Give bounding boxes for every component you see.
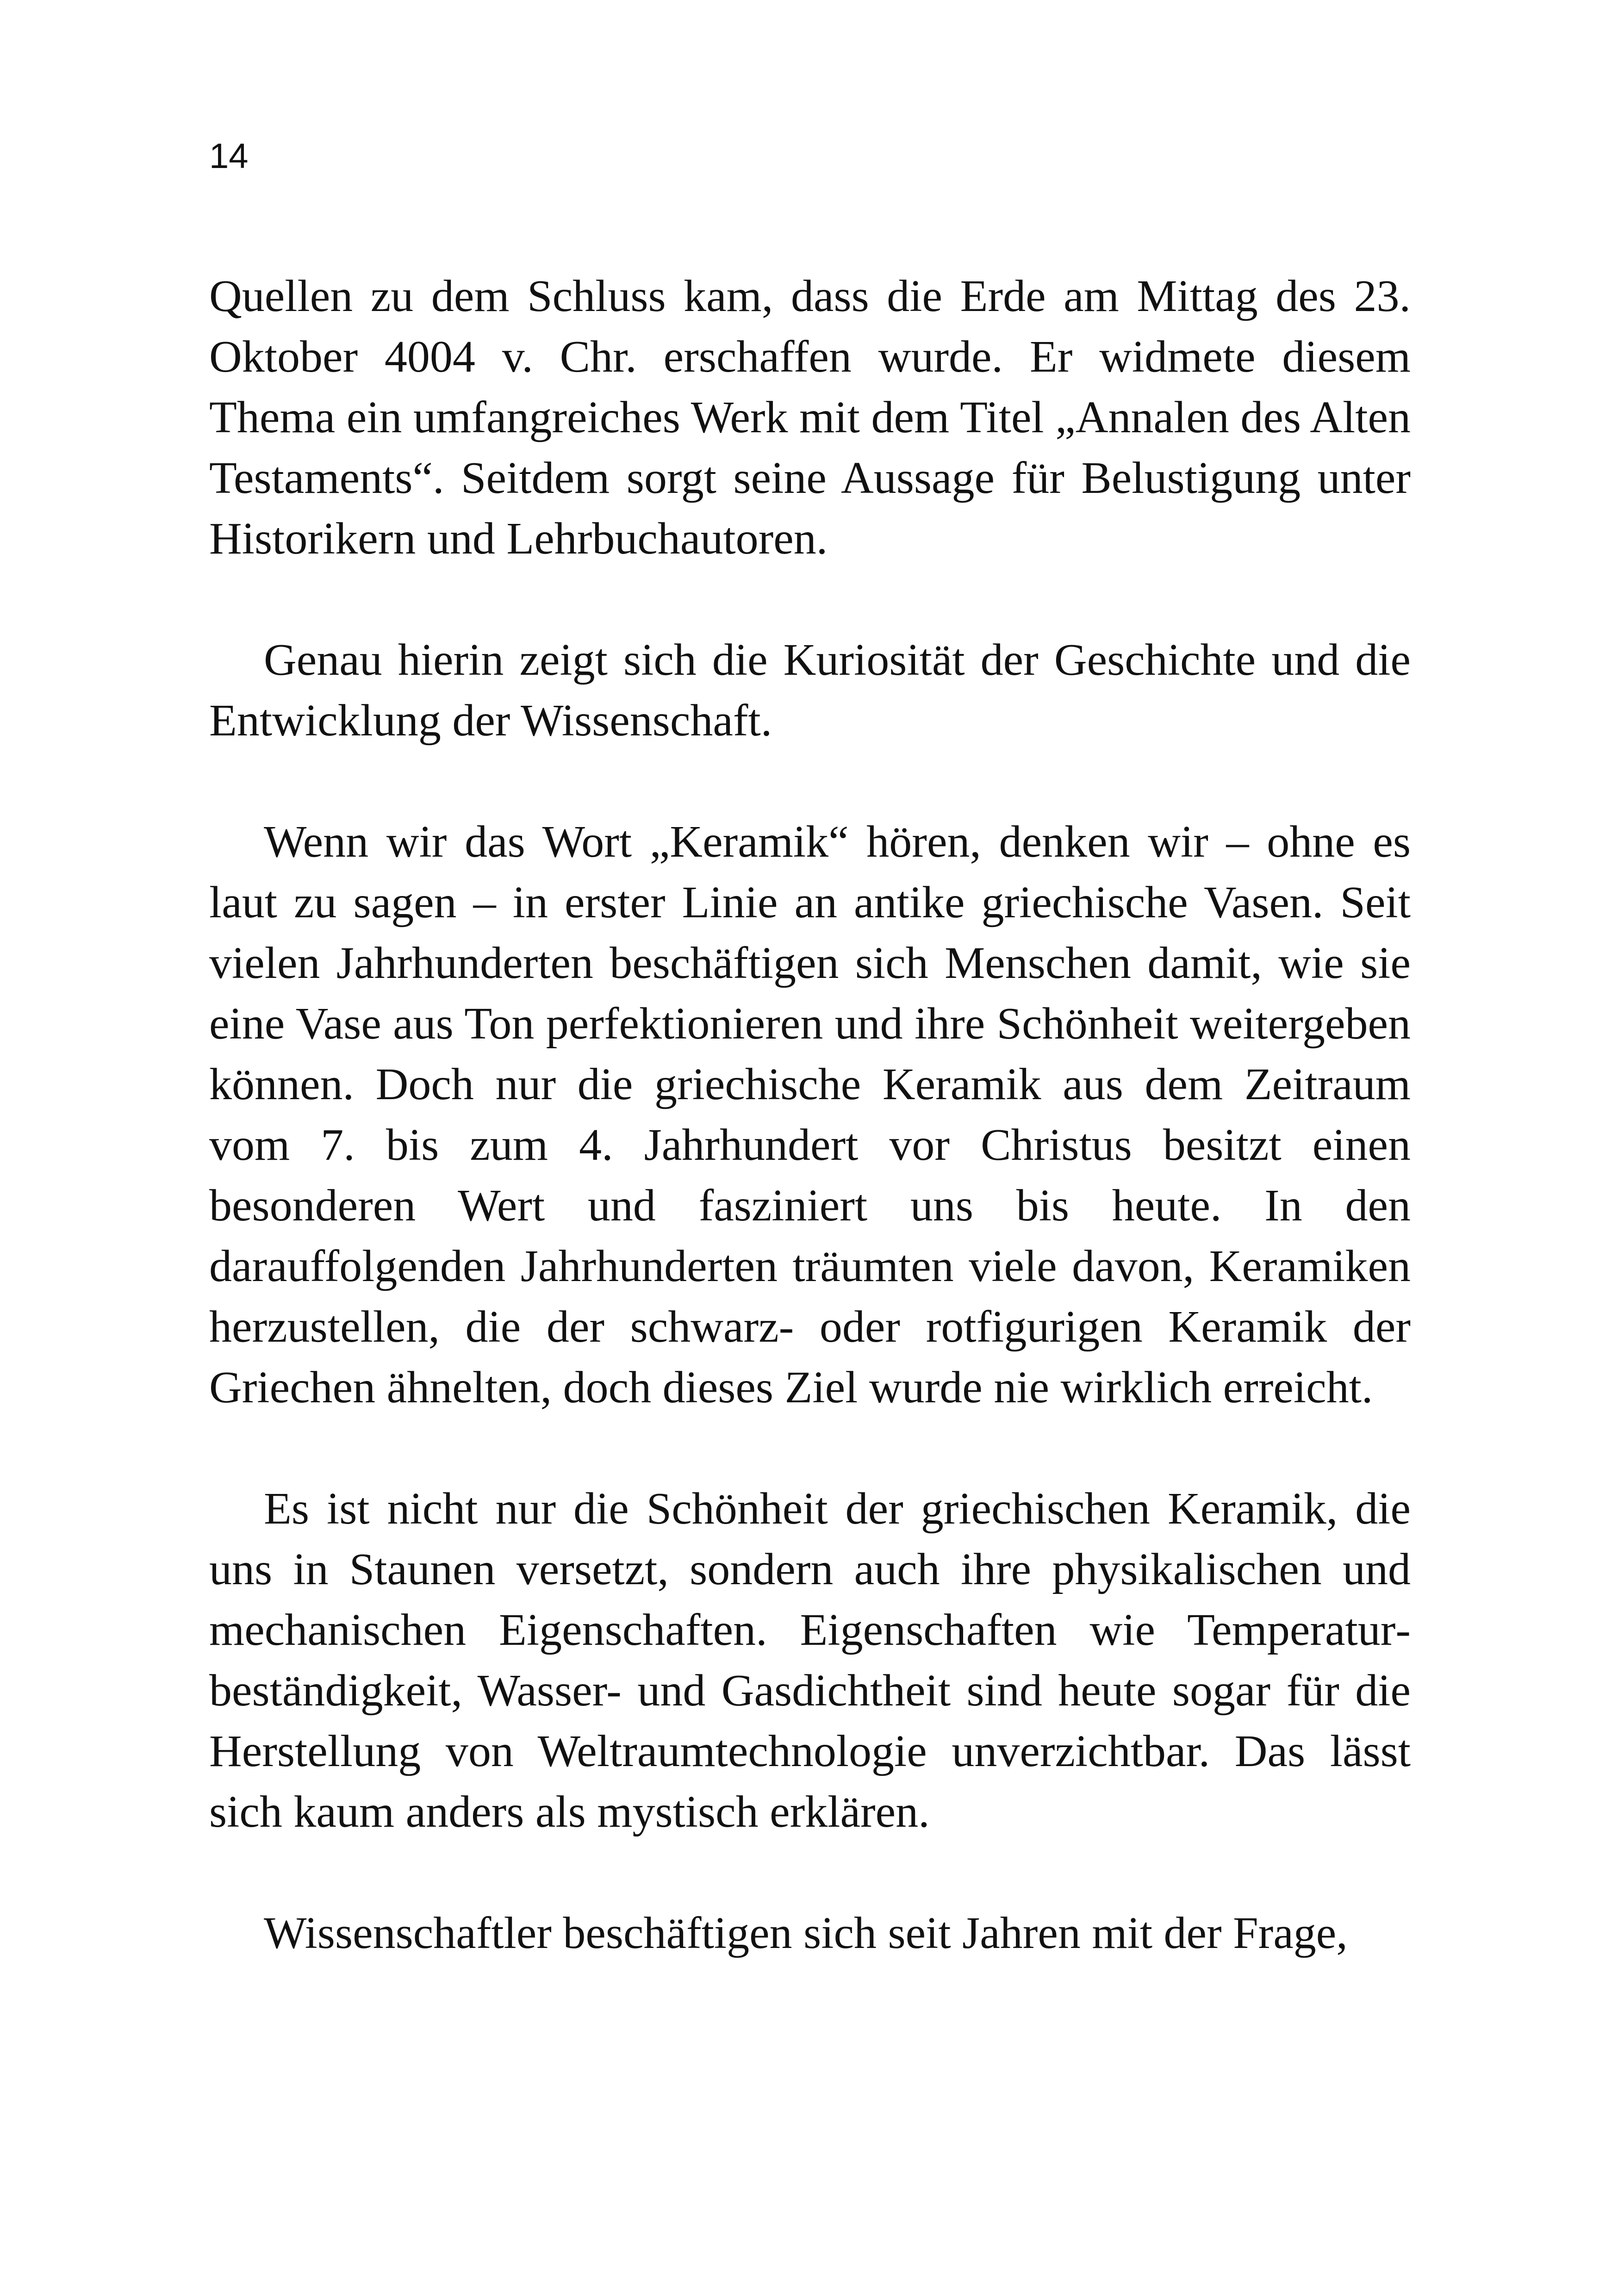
body-text <box>209 266 1411 2024</box>
paragraph-keramik: Wenn wir das Wort „Keramik“ hören, denken wir – ohne es laut zu sagen – in erster Linie an antike griechische Vasen. Seit vielen Jahrhunderten beschäftigen sich Menschen damit, wie sie eine Vase aus Ton perfektionieren und ihre Schönheit weitergeben können. Doch nur die griechische Keramik aus dem Zeitraum vom 7. bis zum 4. Jahrhundert vor Christus besitzt einen besonderen Wert und fasziniert uns bis heute. In den darauffolgenden Jahrhunderten träumten viele davon, Keramiken herzustellen, die der schwarz- oder rotfigurigen Keramik der Griechen ähnelten, doch dieses Ziel wurde nie wirklich erreicht. <box>209 817 1411 1412</box>
paragraph-kuriositaet: Genau hierin zeigt sich die Kuriosität der Geschichte und die Entwicklung der Wissenschaft. <box>209 635 1411 746</box>
paragraph-continued: Quellen zu dem Schluss kam, dass die Erde am Mittag des 23. Oktober 4004 v. Chr. erschaffen wurde. Er widmete diesem Thema ein umfangreiches Werk mit dem Titel „Annalen des Alten Testaments“. Seitdem sorgt seine Aussage für Belustigung unter Historikern und Lehrbuchautoren. <box>209 271 1411 564</box>
paragraph-wissenschaftler: Wissenschaftler beschäftigen sich seit Jahren mit der Frage, <box>264 1908 1348 1958</box>
page-number: 14 <box>209 137 249 176</box>
paragraph-eigenschaften: Es ist nicht nur die Schönheit der griechischen Keramik, die uns in Staunen versetzt, sondern auch ihre physikalischen und mechanischen Eigenschaften. Eigenschaften wie Temperaturbeständigkeit, Wasser- und Gasdichtheit sind heute sogar für die Herstellung von Weltraumtechnologie unverzichtbar. Das lässt sich kaum anders als mystisch erklären. <box>209 1484 1411 1837</box>
